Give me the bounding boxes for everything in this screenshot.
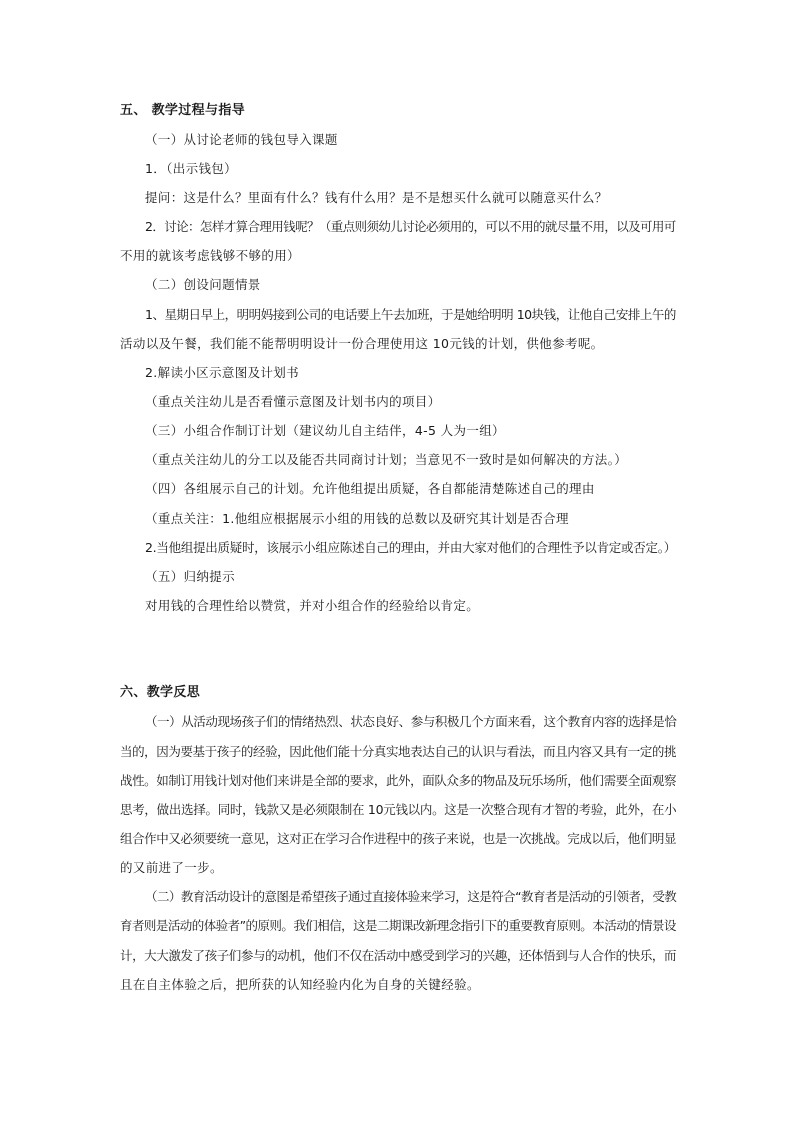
section6-line-2: 当的，因为要基于孩子的经验，因此他们能十分真实地表达自己的认识与看法，而且内容又具有一定的挑 [120, 744, 677, 759]
section6-line-3: 战性。如制订用钱计划对他们来讲是全部的要求，此外，面队众多的物品及玩乐场所，他们需要全面观察 [120, 773, 677, 788]
section5-line-9: 2.解读小区示意图及计划书 [145, 365, 299, 380]
section6-line-5: 组合作中又必须要统一意见，这对正在学习合作进程中的孩子来说，也是一次挑战。完成以后，他们明显 [120, 831, 677, 846]
section5-line-16: （五）归纳提示 [145, 569, 235, 584]
section6-line-8: 育者则是活动的体验者”的原则。我们相信，这是二期课改新理念指引下的重要教育原则。本活动的情景设 [120, 918, 676, 933]
section6-line-1: （一）从活动现场孩子们的情绪热烈、状态良好、参与积极几个方面来看，这个教育内容的选择是恰 [145, 714, 677, 729]
section6-line-7: （二）教育活动设计的意图是希望孩子通过直接体验来学习，这是符合“教育者是活动的引领者，受教 [145, 889, 677, 904]
section5-line-8: 活动以及午餐，我们能不能帮明明设计一份合理使用这 10元钱的计划，供他参考呢。 [120, 336, 604, 351]
section6-title: 六、教学反思 [120, 685, 201, 700]
section5-line-13: （四）各组展示自己的计划。允许他组提出质疑，各自都能清楚陈述自己的理由 [145, 481, 595, 496]
section5-line-12: （重点关注幼儿的分工以及能否共同商讨计划；当意见不一致时是如何解决的方法。） [145, 452, 628, 467]
section5-line-2: 1．（出示钱包） [145, 161, 238, 176]
section5-line-15: 2.当他组提出质疑时，该展示小组应陈述自己的理由，并由大家对他们的合理性予以肯定或否定。） [145, 540, 676, 555]
section6-line-6: 的又前进了一步。 [120, 860, 223, 875]
section6-line-10: 且在自主体验之后，把所获的认知经验内化为自身的关键经验。 [120, 977, 480, 992]
section5-line-6: （二）创设问题情景 [145, 277, 261, 292]
section5-line-17: 对用钱的合理性给以赞赏，并对小组合作的经验给以肯定。 [145, 598, 480, 613]
section6-line-9: 计，大大激发了孩子们参与的动机，他们不仅在活动中感受到学习的兴趣，还体悟到与人合作的快乐，而 [120, 948, 677, 963]
section5-line-1: （一）从讨论老师的钱包导入课题 [145, 132, 338, 147]
section5-title: 五、 教学过程与指导 [120, 103, 246, 118]
section5-line-14: （重点关注：1.他组应根据展示小组的用钱的总数以及研究其计划是否合理 [145, 511, 569, 526]
section5-line-7: 1、星期日早上，明明妈接到公司的电话要上午去加班，于是她给明明 10块钱，让他自己安排上午的 [145, 307, 676, 322]
section6-line-4: 思考，做出选择。同时，钱款又是必须限制在 10元钱以内。这是一次整合现有才智的考验，此外，在小 [120, 802, 677, 817]
section5-line-10: （重点关注幼儿是否看懂示意图及计划书内的项目） [145, 394, 441, 409]
section5-line-11: （三）小组合作制订计划（建议幼儿自主结伴，4-5 人为一组） [145, 423, 505, 438]
section5-line-3: 提问：这是什么？里面有什么？钱有什么用？是不是想买什么就可以随意买什么？ [145, 190, 608, 205]
section5-line-5: 不用的就该考虑钱够不够的用） [120, 248, 300, 263]
section5-line-4: 2．讨论：怎样才算合理用钱呢？（重点则须幼儿讨论必须用的，可以不用的就尽量不用，以及可用可 [145, 219, 676, 234]
